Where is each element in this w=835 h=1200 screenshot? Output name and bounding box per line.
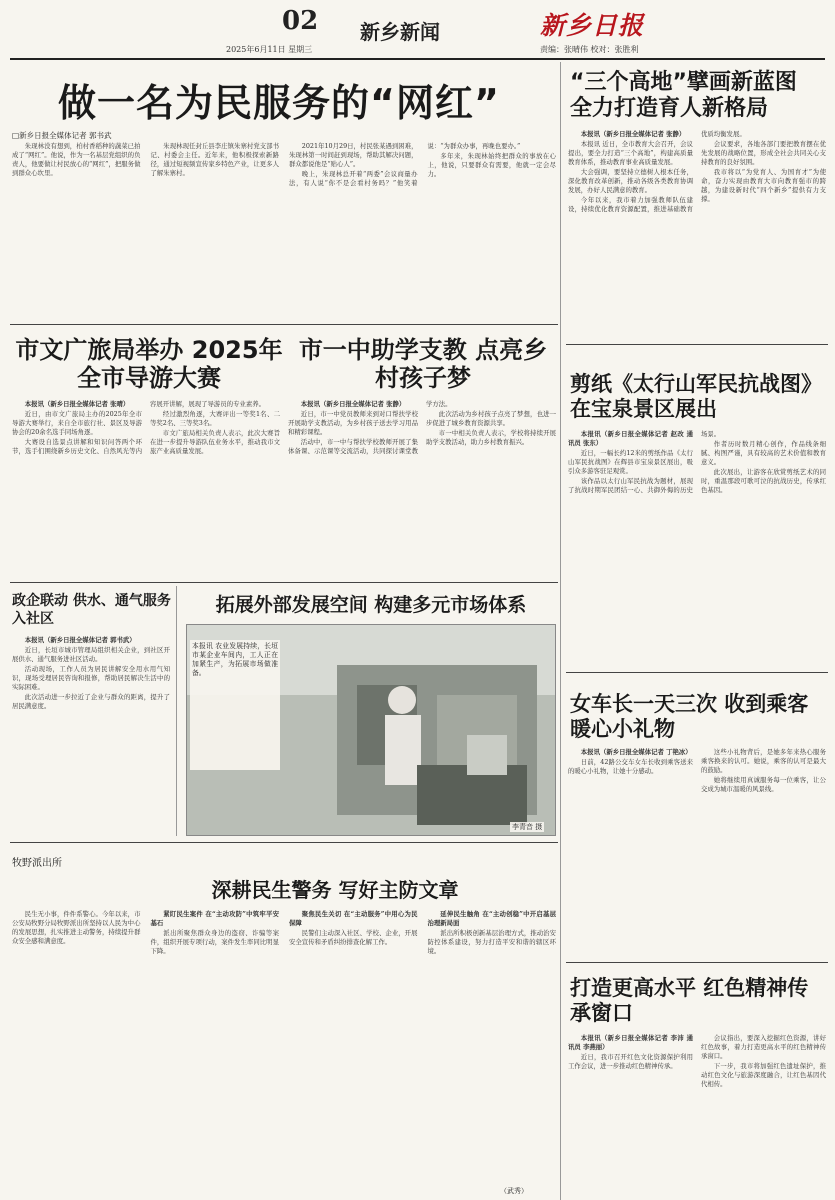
section-rule — [10, 324, 558, 325]
article-headline: 做一名为民服务的“网红” — [58, 81, 500, 125]
paragraph: 近日，由市文广旅局主办的2025年全市导游大赛举行，来自全市旅行社、景区及导游协会的20余名选手同场角逐。 — [12, 410, 142, 436]
paragraph: 我市将以“为党育人、为国育才”为使命，奋力实现由教育大市向教育强市的跨越，为建设新时代“四个新乡”提供有力支撑。 — [701, 168, 826, 203]
section-rule — [566, 672, 828, 673]
header-rule — [10, 58, 825, 60]
article-lead: 本报讯（新乡日报全媒体记者 郭书武） — [24, 636, 136, 644]
article-lead: 本报讯（新乡日报全媒体记者 赵改 通讯员 张东） — [568, 430, 693, 447]
paragraph: 她将继续用真诚服务每一位乘客，让公交成为城市温暖的风景线。 — [701, 776, 826, 793]
paragraph: 会议指出，要深入挖掘红色资源，讲好红色故事，着力打造更高水平的红色精神传承窗口。 — [701, 1034, 826, 1060]
paragraph: 经过激烈角逐，大赛评出一等奖1名、二等奖2名、三等奖3名。 — [150, 410, 280, 427]
paragraph: 市文广旅局相关负责人表示，此次大赛旨在进一步提升导游队伍业务水平，推动我市文旅产业高质量发展。 — [150, 429, 280, 455]
paragraph: 此次展出，让游客在欣赏剪纸艺术的同时，重温那段可歌可泣的抗战历史，传承红色基因。 — [701, 468, 826, 494]
paragraph: 本报讯 近日，全市教育大会召开，会议提出，要全力打造“三个高地”，构建高质量教育体系，推动教育事业高质量发展。 — [568, 140, 693, 166]
article-headline: “三个高地”擘画新蓝图 全力打造育人新格局 — [570, 70, 797, 121]
article-headline: 市文广旅局举办 2025年全市导游大赛 — [15, 336, 283, 392]
newspaper-masthead: 新乡日报 — [540, 11, 645, 40]
paragraph: 作者历时数月精心创作，作品线条细腻、构图严谨，具有较高的艺术价值和教育意义。 — [701, 440, 826, 466]
article-body — [12, 400, 280, 578]
paragraph: 此次活动进一步拉近了企业与群众的距离，提升了居民满意度。 — [12, 693, 170, 710]
paragraph: 2021年10月29日，村民张某遇到困难，朱现林第一时间赶到现场，帮助其解决问题，群众都说他是“贴心人”。 — [289, 142, 418, 168]
paragraph: 近日，市一中党员教师来到对口帮扶学校开展助学支教活动，为乡村孩子送去学习用品和精彩课程。 — [288, 410, 418, 436]
paragraph: 市一中相关负责人表示，学校将持续开展助学支教活动，助力乡村教育振兴。 — [426, 429, 556, 446]
article-lead: 本报讯（新乡日报全媒体记者 李沛 通讯员 李燕丽） — [568, 1034, 693, 1051]
section-title: 新乡新闻 — [360, 20, 440, 44]
paragraph: 民警们主动深入社区、学校、企业，开展安全宣传和矛盾纠纷排查化解工作。 — [289, 929, 418, 946]
section-rule — [566, 344, 828, 345]
paragraph: 近日，一幅长约12米的剪纸作品《太行山军民抗战图》在辉县市宝泉景区展出，吸引众多游客驻足观赏。 — [568, 449, 693, 475]
paragraph: 活动现场，工作人员为居民讲解安全用水用气知识，现场受理居民咨询和报修，帮助居民解决生活中的实际困难。 — [12, 665, 170, 691]
article-lead: 本报讯（新乡日报全媒体记者 张静） — [300, 400, 406, 408]
section-rule — [10, 842, 558, 843]
paragraph: 日前，42路公交车女车长收到乘客送来的暖心小礼物，让她十分感动。 — [568, 758, 693, 775]
article-headline: 剪纸《太行山军民抗战图》 在宝泉景区展出 — [570, 372, 822, 421]
section-rule — [566, 962, 828, 963]
article-lead: 本报讯（新乡日报全媒体记者 张静） — [580, 130, 686, 138]
paragraph: 大赛设自选景点讲解和知识问答两个环节，选手们围绕新乡历史文化、自然风光等内容展开讲解，展现了导游员的专业素养。 — [12, 400, 266, 455]
paragraph: 下一步，我市将加强红色遗址保护，推动红色文化与旅游深度融合，让红色基因代代相传。 — [701, 1062, 826, 1088]
column-divider — [560, 62, 561, 1200]
paragraph: 近日，长垣市城市管理局组织相关企业，到社区开展供水、通气服务进社区活动。 — [12, 646, 170, 663]
article-headline: 拓展外部发展空间 构建多元市场体系 — [215, 594, 527, 616]
photo-credit: 李青音 摄 — [512, 823, 543, 831]
article-body — [568, 1034, 826, 1194]
article-body — [568, 130, 826, 340]
paragraph: 派出所聚焦群众身边的盗窃、诈骗等案件，组织开展专项行动，案件发生率同比明显下降。 — [150, 929, 279, 955]
paragraph: 派出所积极创新基层治理方式，推动治安防控体系建设，努力打造平安和谐的辖区环境。 — [427, 929, 556, 955]
page-number: 02 — [282, 6, 319, 36]
subheading: 聚焦民生关切 在“主动服务”中用心为民保障 — [289, 910, 418, 927]
article-lead: 本报讯（新乡日报全媒体记者 丁艳冰） — [580, 748, 692, 756]
article-body — [568, 430, 826, 665]
section-kicker: 牧野派出所 — [12, 858, 62, 869]
paragraph: 此次活动为乡村孩子点亮了梦想，也进一步促进了城乡教育资源共享。 — [426, 410, 556, 427]
issue-date: 2025年6月11日 星期三 — [226, 45, 313, 54]
paragraph: 大会强调，要坚持立德树人根本任务，深化教育改革创新，推动各级各类教育协调发展，办好人民满意的教育。 — [568, 168, 693, 194]
article-end-note: （武秀） — [500, 1187, 528, 1195]
section-rule — [10, 582, 558, 583]
article-headline: 女车长一天三次 收到乘客暖心小礼物 — [570, 692, 809, 741]
column-divider — [176, 586, 177, 836]
article-body — [12, 910, 556, 1190]
article-byline: □新乡日报全媒体记者 郭书武 — [12, 131, 112, 140]
paragraph: 今年以来，我市着力加强教师队伍建设，持续优化教育资源配置，推进基础教育优质均衡发展。 — [568, 130, 746, 213]
photo-caption: 本报讯 农业发展持续，长垣市某企业车间内，工人正在加紧生产，为拓展市场做准备。 — [190, 640, 280, 770]
paragraph: 会议要求，各地各部门要把教育摆在优先发展的战略位置，形成全社会共同关心支持教育的良好氛围。 — [701, 140, 826, 166]
paragraph: 近日，我市召开红色文化资源保护利用工作会议，进一步推动红色精神传承。 — [568, 1053, 693, 1070]
paragraph: 朱现林现任封丘县李庄镇朱寨村党支部书记、村委会主任。近年来，他积极探索新路径，通过短视频宣传家乡特色产业，让更多人了解朱寨村。 — [150, 142, 279, 177]
paragraph: 多年来，朱现林始终把群众的事放在心上，他说，只要群众有需要，他就一定会尽力。 — [427, 152, 556, 178]
paragraph: 民生无小事，件件系警心。今年以来，市公安局牧野分局牧野派出所坚持以人民为中心的发展思想，扎实推进主动警务，持续提升群众安全感和满意度。 — [12, 910, 141, 945]
subheading: 延伸民生触角 在“主动创稳”中开启基层治理新局面 — [427, 910, 556, 927]
paragraph: 朱现林没有想到，柏村香稻种的蔬菜已拍成了“网红”。他说，作为一名基层党组织的负责人，他要做让村民放心的“网红”，把服务做到群众心坎里。 — [12, 142, 141, 177]
paragraph: 活动中，市一中与帮扶学校教师开展了集体备课、示范课等交流活动，共同探讨课堂教学方法。 — [288, 400, 452, 455]
subheading: 紧盯民生案件 在“主动攻防”中筑牢平安基石 — [150, 910, 279, 927]
article-body — [12, 636, 170, 836]
editors-credit: 责编：张晴伟 校对：张胜利 — [540, 45, 639, 54]
article-headline: 政企联动 供水、通气服务入社区 — [12, 593, 171, 627]
article-headline: 打造更高水平 红色精神传承窗口 — [570, 976, 809, 1025]
paragraph: 该作品以太行山军民抗战为题材，展现了抗战时期军民团结一心、共御外侮的历史场景。 — [568, 430, 721, 494]
article-body — [288, 400, 556, 578]
paragraph: 这些小礼物背后，是她多年来热心服务乘客换来的认可。她说，乘客的认可是最大的鼓励。 — [701, 748, 826, 774]
article-lead: 本报讯（新乡日报全媒体记者 张晴） — [24, 400, 130, 408]
article-headline: 市一中助学支教 点亮乡村孩子梦 — [298, 336, 548, 392]
article-headline: 深耕民生警务 写好主防文章 — [211, 878, 459, 902]
article-body — [568, 748, 826, 958]
paragraph: 晚上，朱现林总开着“两委”会议商量办法，有人说“你不是会看村务吗？”他笑着说：“为群众办事，再晚也要办。” — [289, 142, 521, 187]
article-body — [12, 142, 556, 320]
